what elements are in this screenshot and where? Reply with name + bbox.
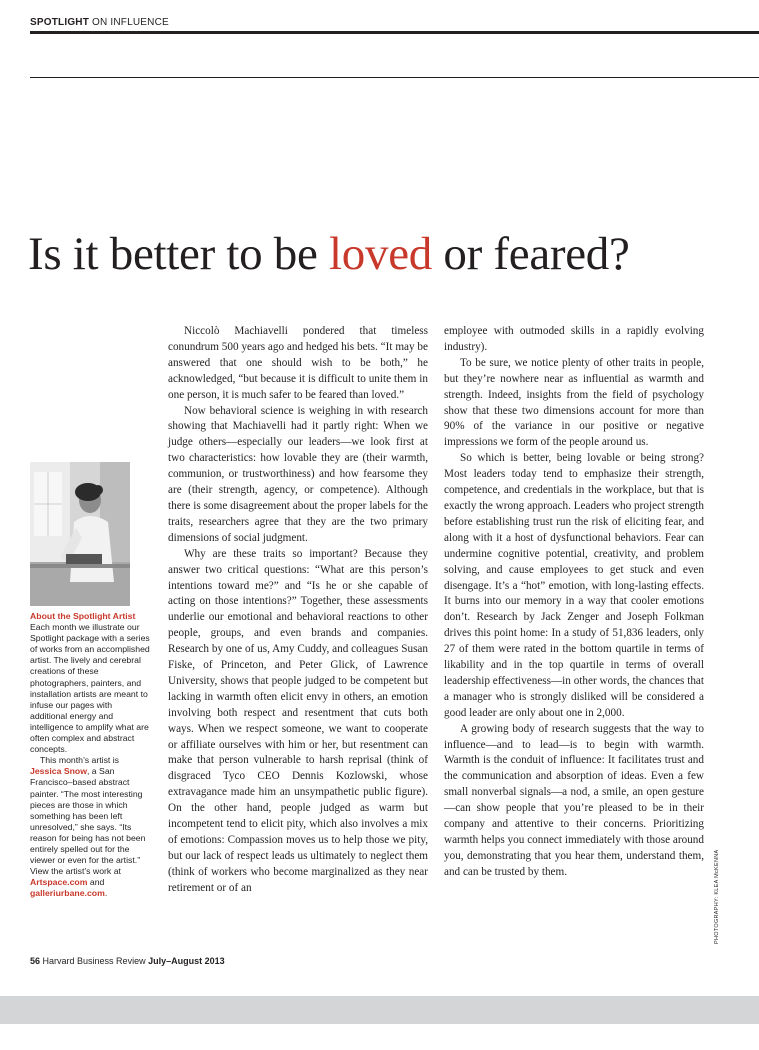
artist-photo-illustration (30, 462, 130, 606)
header-rule (30, 31, 759, 34)
section-label (30, 17, 169, 28)
sidebar-link-artspace[interactable]: Artspace.com (30, 877, 88, 888)
divider-rule (30, 77, 759, 78)
photo-credit-text: PHOTOGRAPHY: KLEA McKENNA (714, 849, 720, 944)
body-column-2 (444, 324, 704, 881)
publication-name: Harvard Business Review (42, 956, 146, 966)
body-paragraph: Why are these traits so important? Because they answer two critical questions: “What are this person’s intentions toward me?” and “Is he or she capable of acting on those intentions?” Together, these assessments underlie our emotional and behavioral reactions to other people, groups, and even brands and companies. Research by one of us, Amy Cuddy, and colleagues Susan Fiske, of Princeton, and Peter Glick, of Lawrence University, shows that people judged to be competent but lacking in warmth often elicit envy in others, an emotion involving both respect and resentment that cuts both ways. When we respect someone, we want to cooperate or affiliate ourselves with him or her, but resentment can make that person vulnerable to harsh reprisal (think of disgraced Tyco CEO Dennis Kozlowski, whose extravagance made him an unsympathetic public figure). On the other hand, people judged as warm but incompetent tend to elicit pity, which also involves a mix of emotions: Compassion moves us to help those we pity, but our lack of respect leads us ultimately to neglect them (think of workers who become marginalized as they near retirement or of an (168, 547, 428, 894)
sidebar-link-galleriurbane[interactable]: galleriurbane.com (30, 888, 105, 899)
body-paragraph: To be sure, we notice plenty of other traits in people, but they’re nowhere near as influential as warmth and strength. Indeed, insights from the field of psychology show that these two dimensions account for more than 90% of the variance in our positive or negative impressions we form of the people around us. (444, 356, 704, 449)
body-paragraph: A growing body of research suggests that the way to influence—and to lead—is to begin with warmth. Warmth is the conduit of influence: It facilitates trust and the communication and absorption of ideas. Even a few small nonverbal signals—a nod, a smile, an open gesture—can show people that you’re pleased to be in their company and attentive to their concerns. Prioritizing warmth helps you connect immediately with those around you, demonstrating that you hear them, understand them, and can be trusted by them. (444, 722, 704, 878)
sidebar-title: About the Spotlight Artist (30, 611, 136, 621)
artist-sidebar (30, 611, 150, 899)
body-paragraph: Niccolò Machiavelli pondered that timeless conundrum 500 years ago and hedged his bets. “It may be answered that one should wish to be both,” he acknowledged, “but because it is difficult to unite them in one person, it is much safer to be feared than loved.” (168, 325, 428, 401)
page-number: 56 (30, 956, 41, 966)
sidebar-artist-post: , a San Francisco–based abstract painter. “The most interesting pieces are those in which something has been left unresolved,” she says. “Its reason for being has not been entirely spelled out for the viewer or even for the artist.” View the artist’s work at (30, 766, 146, 877)
artist-photo (30, 462, 130, 606)
body-paragraph: Now behavioral science is weighing in with research showing that Machiavelli had it partly right: When we judge others—especially our leaders—we look first at two characteristics: how lovable they are (their warmth, communion, or trustworthiness) and how fearsome they are (their strength, agency, or competence). Although there is some disagreement about the proper labels for the traits, researchers agree that they are the two primary dimensions of social judgment. (168, 404, 428, 544)
page-footer (30, 956, 225, 966)
body-paragraph: So which is better, being lovable or being strong? Most leaders today tend to emphasize their strength, competence, and credentials in the workplace, but that is exactly the wrong approach. Leaders who project strength before establishing trust run the risk of eliciting fear, and along with it a host of dysfunctional behaviors. Fear can undermine cognitive potential, creativity, and problem solving, and cause employees to get stuck and even disengage. It’s a “hot” emotion, with long-lasting effects. It burns into our memory in a way that cooler emotions don’t. Research by Jack Zenger and Joseph Folkman drives this point home: In a study of 51,836 leaders, only 27 of them were rated in the bottom quartile in terms of likability and in the top quartile in terms of overall leadership effectiveness—in other words, the chances that a manager who is strongly disliked will be considered a good leader are only about one in 2,000. (444, 452, 704, 719)
title-part-2: or feared? (431, 228, 630, 280)
sidebar-end: . (104, 888, 108, 899)
bottom-bar (0, 996, 759, 1024)
sidebar-and: and (87, 877, 105, 888)
sidebar-artist-text (30, 755, 150, 899)
section-label-rest: ON INFLUENCE (92, 17, 169, 28)
sidebar-artist-name: Jessica Snow (30, 766, 87, 777)
sidebar-artist-pre: This month’s artist is (40, 755, 120, 766)
title-part-1: Is it better to be (28, 228, 330, 280)
body-paragraph-continued: employee with outmoded skills in a rapidly evolving industry). (444, 325, 704, 353)
title-accent-word: loved (329, 228, 432, 280)
page-title (28, 222, 748, 286)
sidebar-intro: Each month we illustrate our Spotlight package with a series of works from an accomplished artist. The lively and cerebral creations of these photographers, painters, and installation artists are meant to infuse our pages with additional energy and intelligence to amplify what are often complex and abstract concepts. (30, 622, 150, 755)
section-label-bold: SPOTLIGHT (30, 17, 90, 28)
body-column-1 (168, 324, 428, 897)
issue-date: July–August 2013 (148, 956, 225, 966)
